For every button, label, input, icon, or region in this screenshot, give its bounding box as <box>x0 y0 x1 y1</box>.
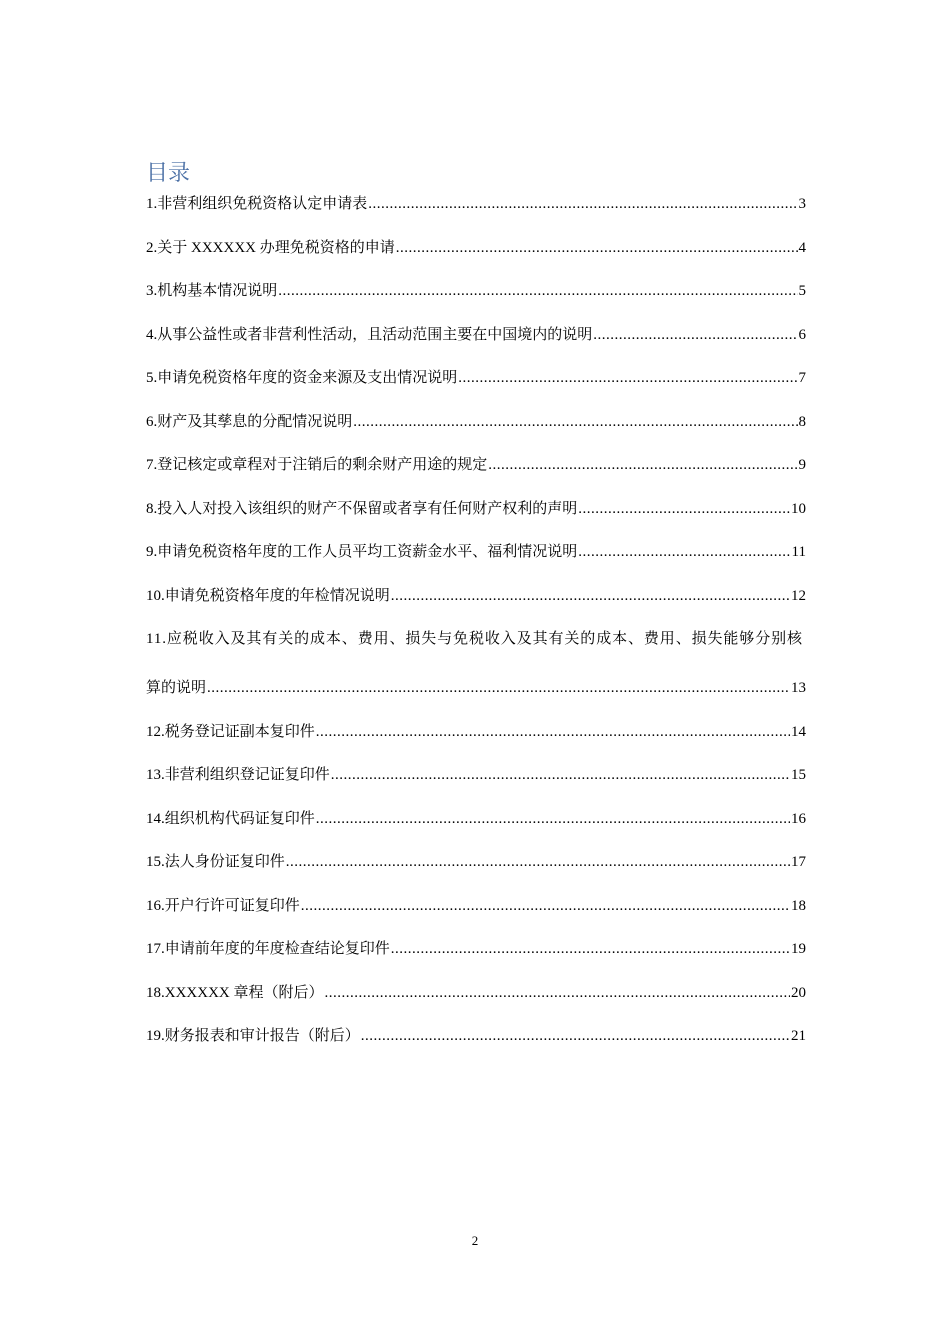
toc-entry-page: 5 <box>798 283 806 299</box>
toc-entry-title: 18.XXXXXX 章程（附后） <box>146 984 324 1001</box>
page-number: 2 <box>471 1233 479 1248</box>
toc-entry-page: 9 <box>798 457 806 473</box>
toc-entry-17[interactable] <box>146 935 806 963</box>
toc-entry-page: 20 <box>791 984 806 1001</box>
toc-leader-dots <box>593 321 797 349</box>
toc-entry-page: 6 <box>798 326 806 343</box>
toc-leader-dots <box>353 408 797 436</box>
toc-entry-6[interactable] <box>146 408 806 436</box>
toc-entry-9[interactable] <box>146 538 806 566</box>
toc-entry-11[interactable] <box>146 625 806 702</box>
toc-entry-title: 1.非营利组织免税资格认定申请表 <box>146 196 368 212</box>
toc-entry-page: 18 <box>791 897 806 914</box>
toc-leader-dots <box>396 234 798 262</box>
toc-entry-12[interactable] <box>146 718 806 746</box>
toc-entry-title: 13.非营利组织登记证复印件 <box>146 767 330 783</box>
toc-entry-title: 2.关于 XXXXXX 办理免税资格的申请 <box>146 239 395 256</box>
toc-leader-dots <box>578 538 790 566</box>
toc-entry-14[interactable] <box>146 805 806 833</box>
toc-entry-page: 4 <box>798 239 806 256</box>
toc-entry-page: 21 <box>791 1028 806 1044</box>
toc-entry-18[interactable] <box>146 979 806 1007</box>
toc-entry-title: 7.登记核定或章程对于注销后的剩余财产用途的规定 <box>146 457 488 473</box>
toc-entry-title-line1: 11.应税收入及其有关的成本、费用、损失与免税收入及其有关的成本、费用、损失能够分别核 <box>146 631 803 647</box>
toc-entry-title: 5.申请免税资格年度的资金来源及支出情况说明 <box>146 370 458 386</box>
toc-leader-dots <box>458 364 797 392</box>
toc-leader-dots <box>331 761 790 789</box>
toc-entry-15[interactable] <box>146 848 806 876</box>
toc-entry-title: 4.从事公益性或者非营利性活动，且活动范围主要在中国境内的说明 <box>146 326 593 343</box>
toc-entry-page: 15 <box>791 767 806 783</box>
toc-entry-title: 9.申请免税资格年度的工作人员平均工资薪金水平、福利情况说明 <box>146 544 578 560</box>
toc-leader-dots <box>391 582 790 610</box>
toc-entry-page: 17 <box>791 854 806 870</box>
toc-entry-page: 12 <box>791 587 806 604</box>
toc-leader-dots <box>301 892 790 920</box>
toc-leader-dots <box>368 190 797 218</box>
toc-entry-1[interactable] <box>146 190 806 218</box>
toc-entry-16[interactable] <box>146 892 806 920</box>
toc-entry-page: 19 <box>791 941 806 957</box>
toc-entry-19[interactable] <box>146 1022 806 1050</box>
toc-entry-title: 16.开户行许可证复印件 <box>146 897 300 914</box>
toc-entry-3[interactable] <box>146 277 806 305</box>
toc-leader-dots <box>391 935 790 963</box>
toc-entry-page: 16 <box>791 810 806 827</box>
toc-leader-dots <box>278 277 797 305</box>
toc-entry-page: 10 <box>791 500 806 517</box>
toc-entry-page: 3 <box>798 196 806 212</box>
toc-entry-title: 8.投入人对投入该组织的财产不保留或者享有任何财产权利的声明 <box>146 500 578 517</box>
toc-entry-8[interactable] <box>146 495 806 523</box>
toc-entry-4[interactable] <box>146 321 806 349</box>
toc-entry-13[interactable] <box>146 761 806 789</box>
toc-leader-dots <box>488 451 797 479</box>
toc-leader-dots <box>316 805 790 833</box>
toc-leader-dots <box>286 848 790 876</box>
toc-leader-dots <box>361 1022 790 1050</box>
toc-entry-title: 算的说明 <box>146 680 207 696</box>
toc-entry-title: 3.机构基本情况说明 <box>146 283 278 299</box>
toc-heading: 目录 <box>146 161 191 186</box>
toc-entry-5[interactable] <box>146 364 806 392</box>
toc-entry-10[interactable] <box>146 582 806 610</box>
toc-entry-7[interactable] <box>146 451 806 479</box>
toc-entry-title: 10.申请免税资格年度的年检情况说明 <box>146 587 390 604</box>
table-of-contents <box>146 190 806 1066</box>
toc-entry-2[interactable] <box>146 234 806 262</box>
toc-leader-dots <box>207 674 790 702</box>
toc-entry-page: 14 <box>791 723 806 740</box>
toc-leader-dots <box>578 495 790 523</box>
toc-entry-page: 8 <box>798 413 806 430</box>
toc-entry-title: 19.财务报表和审计报告（附后） <box>146 1028 360 1044</box>
toc-entry-title: 17.申请前年度的年度检查结论复印件 <box>146 941 390 957</box>
toc-entry-page: 7 <box>798 370 806 386</box>
toc-entry-title: 14.组织机构代码证复印件 <box>146 810 315 827</box>
toc-entry-title: 6.财产及其孳息的分配情况说明 <box>146 413 353 430</box>
toc-entry-page: 11 <box>791 544 806 560</box>
toc-leader-dots <box>316 718 790 746</box>
toc-leader-dots <box>325 979 791 1007</box>
toc-entry-title: 12.税务登记证副本复印件 <box>146 723 315 740</box>
toc-entry-title: 15.法人身份证复印件 <box>146 854 285 870</box>
toc-entry-page: 13 <box>791 680 806 696</box>
